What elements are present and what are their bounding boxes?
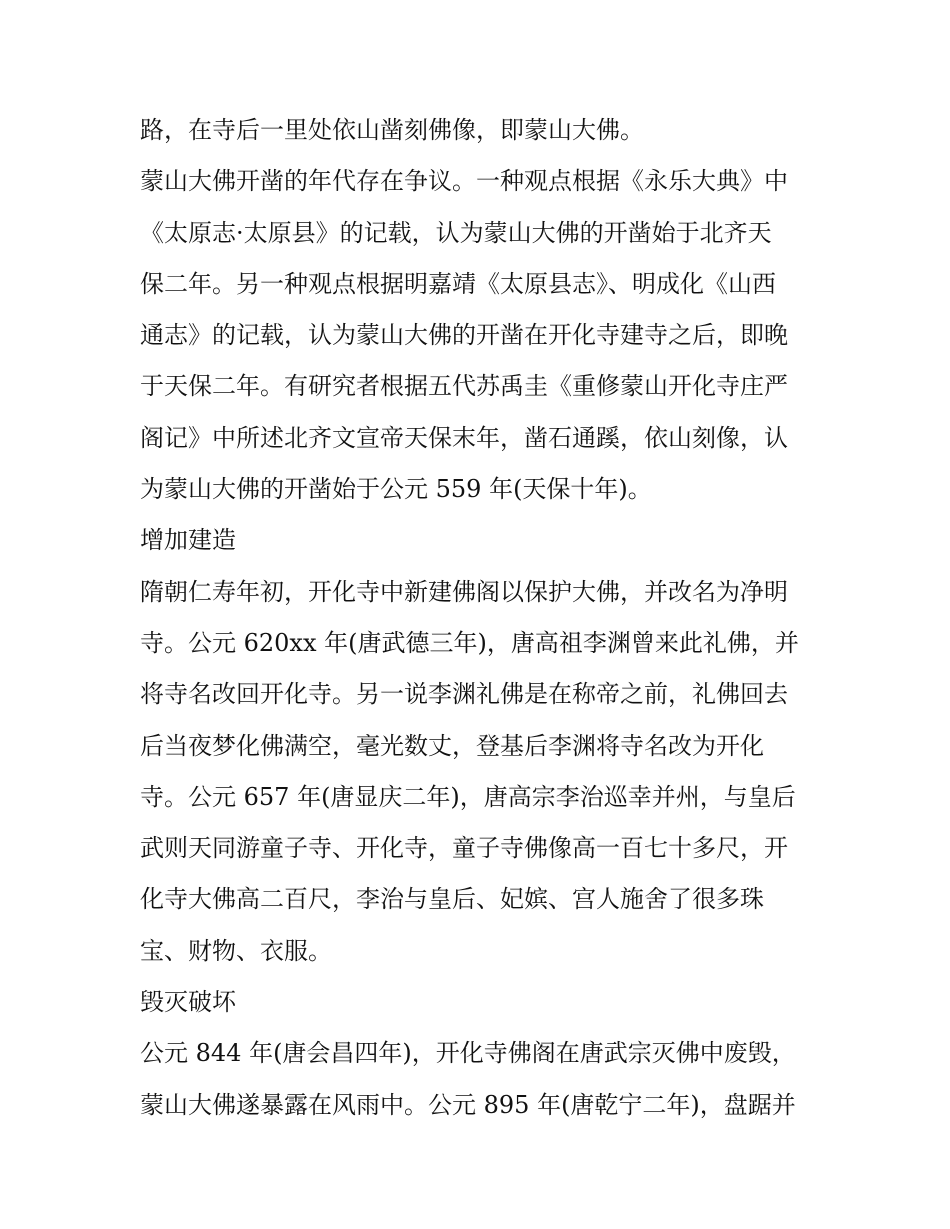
- text-line: 化寺大佛高二百尺，李治与皇后、妃嫔、宫人施舍了很多珠: [140, 885, 764, 914]
- text-line: 宝、财物、衣服。: [140, 936, 332, 965]
- text-line: 将寺名改回开化寺。另一说李渊礼佛是在称帝之前，礼佛回去: [140, 680, 788, 709]
- text-line: 于天保二年。有研究者根据五代苏禹圭《重修蒙山开化寺庄严: [140, 372, 788, 401]
- text-line: 蒙山大佛遂暴露在风雨中。公元 895 年(唐乾宁二年)，盘踞并: [140, 1090, 796, 1119]
- section-heading: 增加建造: [140, 526, 236, 555]
- text-line: 蒙山大佛开凿的年代存在争议。一种观点根据《永乐大典》中: [140, 167, 788, 196]
- text-line: 隋朝仁寿年初，开化寺中新建佛阁以保护大佛，并改名为净明: [140, 577, 788, 606]
- text-line: 保二年。另一种观点根据明嘉靖《太原县志》、明成化《山西: [140, 269, 776, 298]
- text-line: 寺。公元 620xx 年(唐武德三年)，唐高祖李渊曾来此礼佛，并: [140, 628, 799, 657]
- text-line: 《太原志·太原县》的记载，认为蒙山大佛的开凿始于北齐天: [140, 218, 772, 247]
- text-line: 为蒙山大佛的开凿始于公元 559 年(天保十年)。: [140, 475, 652, 504]
- text-line: 寺。公元 657 年(唐显庆二年)，唐高宗李治巡幸并州，与皇后: [140, 782, 796, 811]
- text-line: 公元 844 年(唐会昌四年)，开化寺佛阁在唐武宗灭佛中废毁，: [140, 1039, 796, 1068]
- body-text: [140, 105, 820, 1131]
- section-heading: 毁灭破坏: [140, 988, 236, 1017]
- text-line: 阁记》中所述北齐文宣帝天保末年，凿石通蹊，依山刻像，认: [140, 423, 788, 452]
- text-line: 后当夜梦化佛满空，毫光数丈，登基后李渊将寺名改为开化: [140, 731, 764, 760]
- text-line: 通志》的记载，认为蒙山大佛的开凿在开化寺建寺之后，即晚: [140, 321, 788, 350]
- text-line: 武则天同游童子寺、开化寺，童子寺佛像高一百七十多尺，开: [140, 834, 788, 863]
- text-line: 路，在寺后一里处依山凿刻佛像，即蒙山大佛。: [140, 116, 644, 144]
